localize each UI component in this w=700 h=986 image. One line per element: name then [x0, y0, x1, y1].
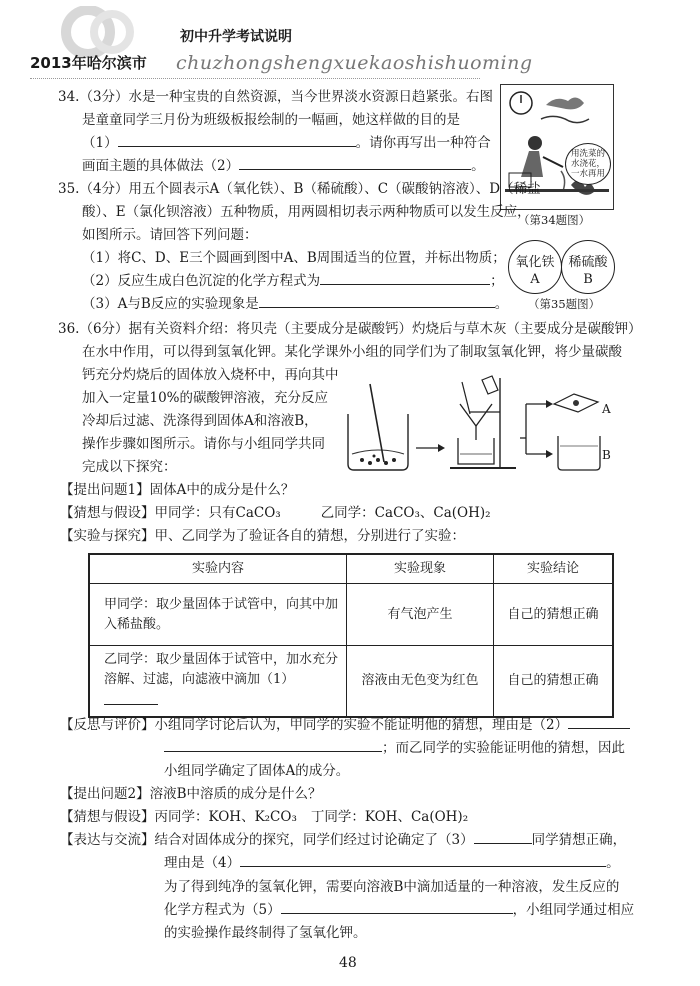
q36-reflect-text2: ；而乙同学的实验能证明他的猜想，因此 — [382, 740, 625, 756]
q36-reflect-line3: 小组同学确定了固体A的成分。 — [164, 763, 350, 779]
q36-question1-text: 固体A中的成分是什么？ — [149, 482, 295, 498]
q36-guess-yi: 乙同学：CaCO₃、Ca(OH)₂ — [320, 505, 491, 521]
q35-line5-text: （2）反应生成白色沉淀的化学方程式为 — [82, 273, 321, 289]
q36-figure-label-b: B — [602, 448, 611, 462]
q36-express-line5: 的实验操作最终制得了氢氧化钾。 — [164, 925, 367, 941]
table-header-content: 实验内容 — [89, 554, 347, 584]
q36-express-line1 — [60, 829, 626, 851]
q34-line4-text: 画面主题的具体做法（2） — [82, 158, 240, 174]
q36-guess2-line — [60, 806, 468, 828]
table-row1-conclusion: 自己的猜想正确 — [494, 584, 614, 646]
table-row2-phenomenon: 溶液由无色变为红色 — [347, 646, 494, 718]
q34-line2: 是童童同学三月份为班级板报绘制的一幅画，她这样做的目的是 — [82, 112, 460, 128]
q36-line4: 加入一定量10%的碳酸钾溶液，充分反应 — [82, 390, 329, 406]
table-header-conclusion: 实验结论 — [494, 554, 614, 584]
q36-guess2-bing: 丙同学：KOH、K₂CO₃ — [154, 809, 297, 825]
header-logo-mark — [58, 6, 136, 58]
q36-guess-tag: 【猜想与假设】 — [60, 505, 155, 521]
q36-question2-tag: 【提出问题2】 — [60, 786, 150, 802]
table-row — [89, 584, 613, 646]
q36-question2-text: 溶液B中溶质的成分是什么？ — [149, 786, 322, 802]
table-row2-content — [89, 646, 347, 718]
q36-line2: 在水中作用，可以得到氢氧化钾。某化学课外小组的同学们为了制取氢氧化钾，将少量碳酸 — [82, 344, 622, 360]
q35-circle-a-letter: A — [530, 272, 540, 287]
table-row — [89, 646, 613, 718]
q35-line5-end: ； — [490, 273, 504, 289]
q36-apparatus-figure — [340, 374, 630, 474]
q35-circle-b-name: 稀硫酸 — [568, 255, 608, 270]
q35-circle-a-name: 氧化铁 — [515, 255, 555, 270]
q36-reflect-tag: 【反思与评价】 — [60, 717, 155, 733]
q34-line3a: （1） — [82, 135, 118, 151]
q36-answer-blank-5[interactable] — [281, 899, 513, 914]
table-header-phenomenon: 实验现象 — [347, 554, 494, 584]
q34-figure-caption: （第34题图） — [518, 213, 591, 227]
q35-line1: 35.（4分）用五个圆表示A（氧化铁）、B（稀硫酸）、C（碳酸钠溶液）、D（稀盐 — [58, 181, 541, 197]
q34-bubble-text: 用洗菜的水浇花，一水再用 — [570, 149, 605, 179]
q34-answer-blank-1[interactable] — [118, 132, 356, 147]
q36-explore-text: 甲、乙同学为了验证各自的猜想，分别进行了实验： — [154, 528, 465, 544]
q34-line1: 34.（3分）水是一种宝贵的自然资源，当今世界淡水资源日趋紧张。右图 — [58, 89, 494, 105]
table-header-row — [89, 554, 613, 584]
q36-express-text4a: 化学方程式为（5） — [164, 902, 281, 918]
q36-question1-line — [60, 479, 294, 501]
q36-line3: 钙充分灼烧后的固体放入烧杯中，再向其中 — [82, 367, 339, 383]
q36-line1: 36.（6分）据有关资料介绍：将贝壳（主要成分是碳酸钙）灼烧后与草木灰（主要成分是碳酸钾） — [58, 321, 642, 337]
q36-answer-blank-4[interactable] — [240, 852, 606, 867]
q35-answer-blank-3[interactable] — [259, 293, 495, 308]
q36-reflect-text1: 小组同学讨论后认为，甲同学的实验不能证明他的猜想，理由是（2） — [154, 717, 569, 733]
q36-answer-blank-3[interactable] — [474, 829, 532, 844]
page-number: 48 — [339, 955, 357, 971]
q36-answer-blank-1[interactable] — [104, 690, 158, 705]
q36-explore-line — [60, 525, 465, 547]
q36-express-line4 — [164, 899, 634, 921]
q35-line3: 如图所示。请回答下列问题： — [82, 227, 258, 243]
q36-express-tag: 【表达与交流】 — [60, 832, 155, 848]
q36-reflect-line2 — [164, 737, 625, 759]
q36-line7: 完成以下探究： — [82, 459, 177, 475]
q36-express-text1b: 同学猜想正确， — [531, 832, 627, 848]
q36-express-line3: 为了得到纯净的氢氧化钾，需要向溶液B中滴加适量的一种溶液，发生反应的 — [164, 879, 620, 895]
q36-guess-jia: 甲同学：只有CaCO₃ — [154, 505, 281, 521]
q36-guess2-ding: 丁同学：KOH、Ca(OH)₂ — [310, 809, 469, 825]
experiment-table — [88, 553, 614, 718]
q35-figure-caption: （第35题图） — [528, 297, 601, 311]
table-row2-conclusion: 自己的猜想正确 — [494, 646, 614, 718]
header-pinyin: chuzhongshengxuekaoshishuoming — [176, 52, 533, 74]
q36-line6: 操作步骤如图所示。请你与小组同学共同 — [82, 436, 325, 452]
q36-guess2-tag: 【猜想与假设】 — [60, 809, 155, 825]
q34-speech-bubble — [565, 143, 611, 185]
q34-line3b: 。请你再写出一种符合 — [355, 135, 491, 151]
q35-line4: （1）将C、D、E三个圆画到图中A、B周围适当的位置，并标出物质； — [82, 250, 506, 266]
table-row1-content: 甲同学：取少量固体于试管中，向其中加入稀盐酸。 — [89, 584, 347, 646]
q36-explore-tag: 【实验与探究】 — [60, 528, 155, 544]
q34-answer-blank-2[interactable] — [239, 155, 471, 170]
q36-answer-blank-2a[interactable] — [568, 714, 630, 729]
q36-express-text4b: ，小组同学通过相应 — [512, 902, 635, 918]
q36-express-text1a: 结合对固体成分的探究，同学们经过讨论确定了（3） — [154, 832, 474, 848]
q36-express-text2: 理由是（4） — [164, 855, 241, 871]
q36-question2-line — [60, 783, 322, 805]
q35-line5 — [82, 270, 504, 292]
q35-circle-b-letter: B — [583, 272, 593, 287]
q35-answer-blank-2[interactable] — [320, 270, 490, 285]
header-divider — [30, 78, 480, 79]
table-row2-content-text: 乙同学：取少量固体于试管中，加水充分溶解、过滤，向滤液中滴加（1） — [104, 652, 339, 687]
q36-line5: 冷却后过滤、洗涤得到固体A和溶液B， — [82, 413, 318, 429]
q35-line2: 酸）、E（氯化钡溶液）五种物质，用两圆相切表示两种物质可以发生反应， — [82, 204, 531, 220]
table-row1-phenomenon: 有气泡产生 — [347, 584, 494, 646]
q36-question1-tag: 【提出问题1】 — [60, 482, 150, 498]
q34-line4 — [82, 155, 485, 177]
q34-line3 — [82, 132, 491, 154]
q36-answer-blank-2b[interactable] — [164, 737, 382, 752]
q36-express-line2 — [164, 852, 620, 874]
q36-express-text2-end: 。 — [606, 855, 620, 871]
q35-line6-end: 。 — [494, 296, 509, 312]
q36-guess-line — [60, 502, 491, 524]
q35-line6-text: （3）A与B反应的实验现象是 — [82, 296, 259, 312]
q36-reflect-line1 — [60, 714, 630, 736]
q35-line6 — [82, 293, 508, 315]
header-book-title: 初中升学考试说明 — [180, 29, 292, 45]
header-year-label: 2013年哈尔滨市 — [30, 54, 147, 72]
q34-line4-end: 。 — [471, 158, 485, 174]
q36-figure-label-a: A — [602, 402, 611, 416]
